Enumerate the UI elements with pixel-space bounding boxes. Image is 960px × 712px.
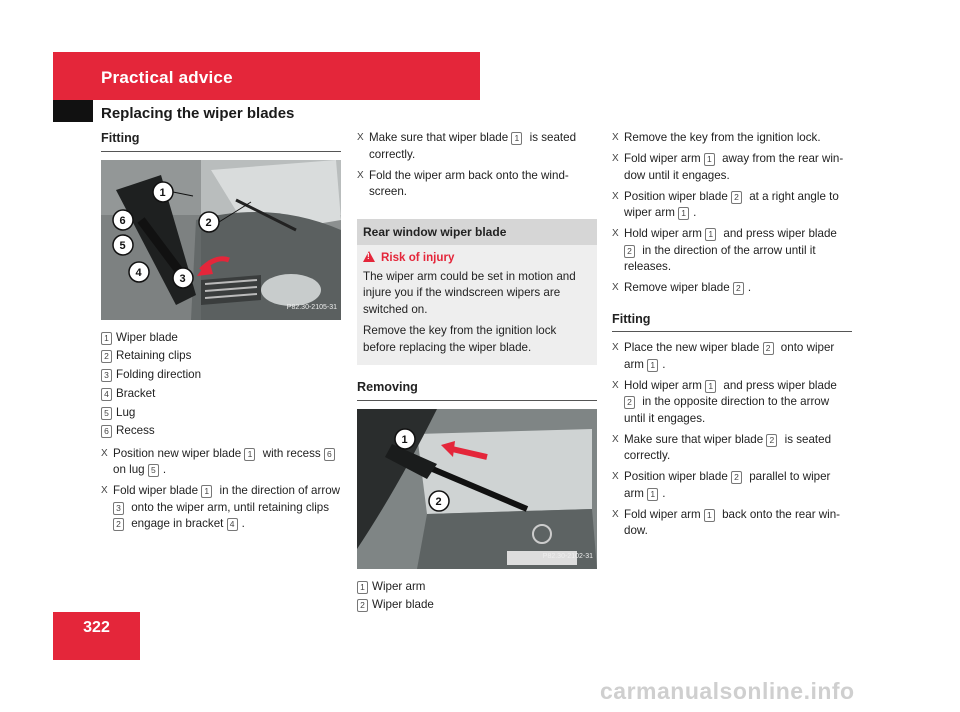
svg-text:6: 6 <box>119 214 126 227</box>
step-text: . <box>662 486 666 500</box>
section-title: Practical advice <box>101 68 233 87</box>
legend-list <box>357 579 597 614</box>
ref-number: 5 <box>148 464 159 477</box>
svg-text:5: 5 <box>119 239 126 252</box>
step-text: engage in bracket <box>128 517 227 531</box>
step-item <box>612 469 852 502</box>
legend-item <box>357 579 597 596</box>
legend-number: 1 <box>357 581 368 594</box>
legend-item <box>357 597 597 614</box>
ref-number: 1 <box>678 207 689 220</box>
step-item <box>101 483 341 533</box>
fitting-steps <box>101 446 341 533</box>
step-text: . <box>662 357 666 371</box>
column-1 <box>101 130 341 537</box>
step-text: parallel to wiper arm <box>624 470 831 500</box>
ref-number: 2 <box>733 282 744 295</box>
legend-item <box>101 423 341 440</box>
ref-number: 1 <box>704 509 715 522</box>
photo-code: P82.30-2105-31 <box>286 304 337 311</box>
fitting-heading: Fitting <box>101 130 341 152</box>
step-item <box>612 378 852 428</box>
step-item <box>612 151 852 184</box>
step-text: in the direction of the arrow until it releases. <box>624 243 816 273</box>
legend-text: Wiper arm <box>372 579 426 593</box>
svg-text:1: 1 <box>401 433 408 446</box>
step-text: . <box>747 281 752 294</box>
fitting-steps-cont <box>357 130 597 201</box>
legend-item <box>101 348 341 365</box>
svg-text:2: 2 <box>435 495 442 508</box>
warning-title: Risk of injury <box>381 251 455 264</box>
front-wiper-photo <box>101 160 341 320</box>
legend-number: 2 <box>101 350 112 363</box>
svg-text:2: 2 <box>205 216 212 229</box>
legend-number: 4 <box>101 388 112 401</box>
ref-number: 2 <box>113 518 124 531</box>
legend-number: 5 <box>101 407 112 420</box>
svg-text:4: 4 <box>135 266 142 279</box>
step-text: is seated correctly. <box>369 131 577 161</box>
legend-text: Wiper blade <box>116 330 178 344</box>
step-text: at a right angle to wiper arm <box>624 189 839 219</box>
step-text: is seated correctly. <box>624 432 832 462</box>
legend-item <box>101 330 341 347</box>
step-text: Place the new wiper blade <box>624 341 763 354</box>
warning-heading <box>363 250 591 267</box>
removing-heading: Removing <box>357 379 597 401</box>
legend-number: 3 <box>101 369 112 382</box>
ref-number: 1 <box>705 380 716 393</box>
ref-number: 1 <box>647 359 658 372</box>
column-2 <box>357 130 597 616</box>
step-text: Remove the key from the ignition lock. <box>624 131 821 144</box>
warning-text: Remove the key from the ignition lock before replacing the wiper blade. <box>363 324 557 354</box>
ref-number: 3 <box>113 502 124 515</box>
step-text: away from the rear win-dow until it engages. <box>624 152 844 182</box>
ref-number: 1 <box>244 448 255 461</box>
step-text: Position new wiper blade <box>113 446 245 460</box>
column-3 <box>612 130 852 544</box>
step-text: on lug <box>113 463 148 477</box>
step-text: and press wiper blade <box>720 378 837 392</box>
ref-number: 6 <box>324 448 335 461</box>
step-text: . <box>162 463 167 477</box>
ref-number: 2 <box>763 342 774 355</box>
step-text: Position wiper blade <box>624 470 731 483</box>
legend-number: 2 <box>357 599 368 612</box>
ref-number: 1 <box>704 153 715 166</box>
ref-number: 2 <box>731 191 742 204</box>
step-item <box>612 189 852 222</box>
step-text: and press wiper blade <box>720 227 837 240</box>
step-text: Fold the wiper arm back onto the wind-screen. <box>369 168 569 198</box>
ref-number: 1 <box>647 488 658 501</box>
warning-text: The wiper arm could be set in motion and injure you if the windscreen wipers are switched on. <box>363 269 576 316</box>
legend-text: Lug <box>116 405 136 419</box>
footer-watermark: carmanualsonline.info <box>600 678 855 704</box>
svg-text:1: 1 <box>159 186 166 199</box>
step-text: in the direction of arrow <box>216 484 341 498</box>
warning-icon <box>363 251 375 262</box>
legend-item <box>101 367 341 384</box>
step-text: Position wiper blade <box>624 189 731 203</box>
photo-code: P82.30-2102-31 <box>542 553 593 560</box>
rear-wiper-illustration <box>357 409 597 569</box>
ref-number: 2 <box>731 471 742 484</box>
step-text: Make sure that wiper blade <box>369 131 512 144</box>
step-text: onto the wiper arm, until retaining clips <box>128 500 330 514</box>
warning-block <box>357 245 597 365</box>
info-box <box>357 219 597 366</box>
svg-text:3: 3 <box>179 272 186 285</box>
step-text: Hold wiper arm <box>624 227 706 240</box>
legend-list <box>101 330 341 440</box>
step-item <box>357 130 597 163</box>
step-item <box>612 226 852 276</box>
step-text: in the opposite direction to the arrow until it engages. <box>624 395 830 425</box>
step-text: Fold wiper arm <box>624 507 704 521</box>
ref-number: 1 <box>705 228 716 241</box>
step-text: Hold wiper arm <box>624 378 706 392</box>
legend-number: 1 <box>101 332 112 345</box>
step-item <box>101 446 341 479</box>
step-text: . <box>693 206 697 219</box>
front-wiper-illustration <box>101 160 341 320</box>
legend-text: Retaining clips <box>116 349 192 363</box>
legend-text: Recess <box>116 424 155 438</box>
fitting-steps-rear <box>612 340 852 540</box>
legend-text: Wiper blade <box>372 598 434 612</box>
step-text: back onto the rear win-dow. <box>624 507 841 537</box>
step-item <box>612 130 852 147</box>
step-item <box>612 280 852 297</box>
legend-number: 6 <box>101 425 112 438</box>
step-text: with recess <box>259 446 324 460</box>
page-number: 322 <box>83 619 110 636</box>
step-text: onto wiper arm <box>624 341 835 371</box>
legend-item <box>101 405 341 422</box>
legend-text: Bracket <box>116 386 156 400</box>
step-item <box>612 340 852 373</box>
legend-text: Folding direction <box>116 368 202 382</box>
step-text: Remove wiper blade <box>624 281 733 294</box>
info-box-title: Rear window wiper blade <box>357 219 597 246</box>
page-title: Replacing the wiper blades <box>101 105 295 122</box>
ref-number: 4 <box>227 518 238 531</box>
step-text: Make sure that wiper blade <box>624 432 767 446</box>
legend-item <box>101 386 341 403</box>
step-item <box>357 168 597 201</box>
ref-number: 1 <box>201 485 212 498</box>
ref-number: 2 <box>624 245 635 258</box>
removing-steps <box>612 130 852 297</box>
step-item <box>612 432 852 465</box>
step-text: Fold wiper blade <box>113 484 202 498</box>
ref-number: 2 <box>624 396 635 409</box>
rear-wiper-photo <box>357 409 597 569</box>
ref-number: 1 <box>511 132 522 145</box>
step-text: Fold wiper arm <box>624 152 704 165</box>
fitting-heading-rear: Fitting <box>612 311 852 333</box>
step-text: . <box>241 517 245 531</box>
step-item <box>612 507 852 540</box>
ref-number: 2 <box>766 434 777 447</box>
header-marker <box>53 100 93 122</box>
